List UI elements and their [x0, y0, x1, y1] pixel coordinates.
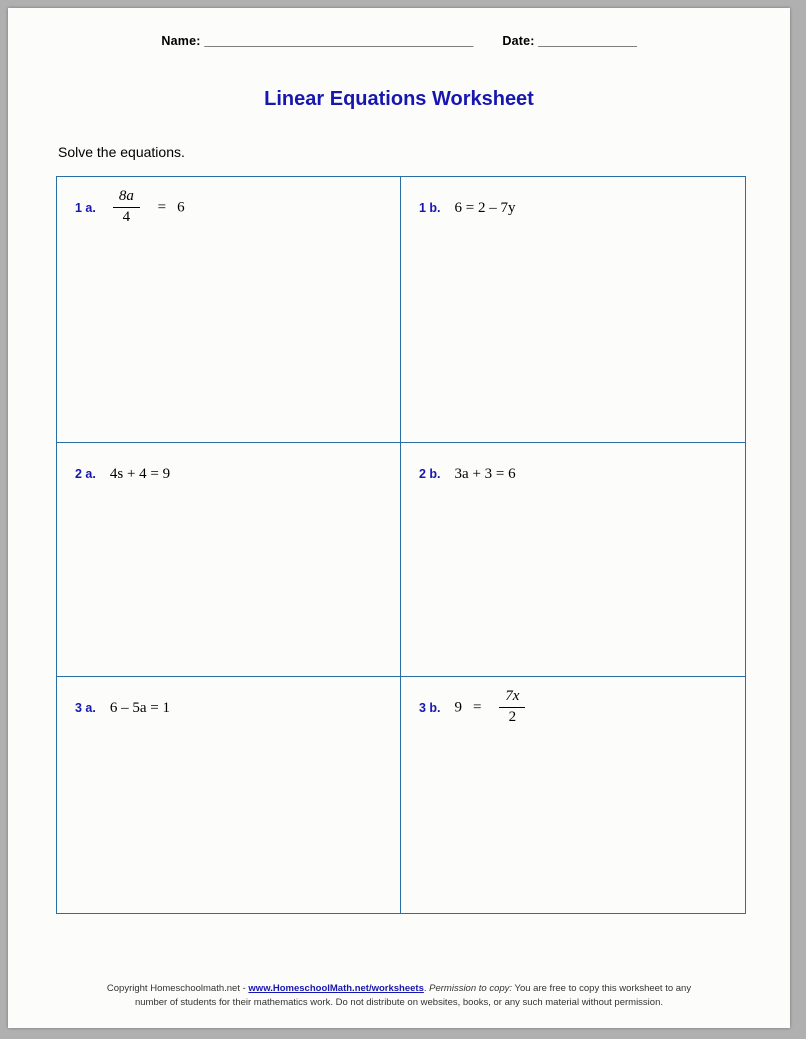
left-side: 9 [454, 699, 463, 716]
problem-expression: 6 – 5a = 1 [109, 699, 170, 716]
problem-label: 1 b. [419, 201, 441, 215]
date-label: Date: [502, 34, 535, 48]
fraction-denominator: 2 [508, 708, 517, 725]
date-blank-line: _______________ [538, 34, 637, 48]
problem-cell-2b[interactable] [401, 443, 745, 676]
problem-expression: 6 = 2 – 7y [454, 199, 516, 216]
problem-cell-2a[interactable] [57, 443, 401, 676]
fraction [113, 188, 140, 226]
page-title: Linear Equations Worksheet [264, 88, 534, 110]
instruction-text: Solve the equations. [58, 144, 185, 160]
footer-permission-label: Permission to copy: [429, 983, 513, 995]
operator: = [473, 699, 482, 716]
problem-expression: 4s + 4 = 9 [109, 465, 171, 482]
problem-row [57, 177, 745, 443]
name-label: Name: [161, 34, 201, 48]
operator: = [157, 199, 167, 216]
footer [8, 982, 790, 1010]
fraction-denominator: 4 [122, 208, 131, 225]
problem-label: 2 a. [75, 467, 96, 481]
problem-label: 1 a. [75, 201, 96, 215]
problem-cell-1b[interactable] [401, 177, 745, 442]
problem-row [57, 677, 745, 913]
footer-permission-text: You are free to copy this worksheet to any [512, 983, 692, 995]
problem-label: 3 b. [419, 701, 441, 715]
problem-expression [455, 689, 529, 727]
worksheet-page [8, 8, 790, 1028]
problem-expression: 3a + 3 = 6 [454, 465, 516, 482]
problem-label: 2 b. [419, 467, 441, 481]
name-blank-line: _________________________________________ [204, 34, 473, 48]
problem-cell-3a[interactable] [57, 677, 401, 913]
footer-link[interactable]: www.HomeschoolMath.net/worksheets [248, 983, 424, 995]
problem-cell-1a[interactable] [57, 177, 401, 442]
fraction-numerator: 8a [118, 187, 134, 204]
problems-grid [56, 176, 746, 914]
footer-copyright: Copyright Homeschoolmath.net - [106, 983, 249, 995]
footer-after-link: . [423, 983, 430, 995]
fraction [499, 688, 525, 726]
footer-line-2: number of students for their mathematics work. Do not distribute on websites, books, or any such material without permission. [134, 997, 663, 1009]
problem-row [57, 443, 745, 677]
problem-cell-3b[interactable] [401, 677, 745, 913]
problem-label: 3 a. [75, 701, 96, 715]
fraction-numerator: 7x [505, 687, 520, 704]
name-date-header [8, 34, 790, 48]
right-side: 6 [177, 199, 185, 216]
problem-expression [110, 189, 185, 227]
